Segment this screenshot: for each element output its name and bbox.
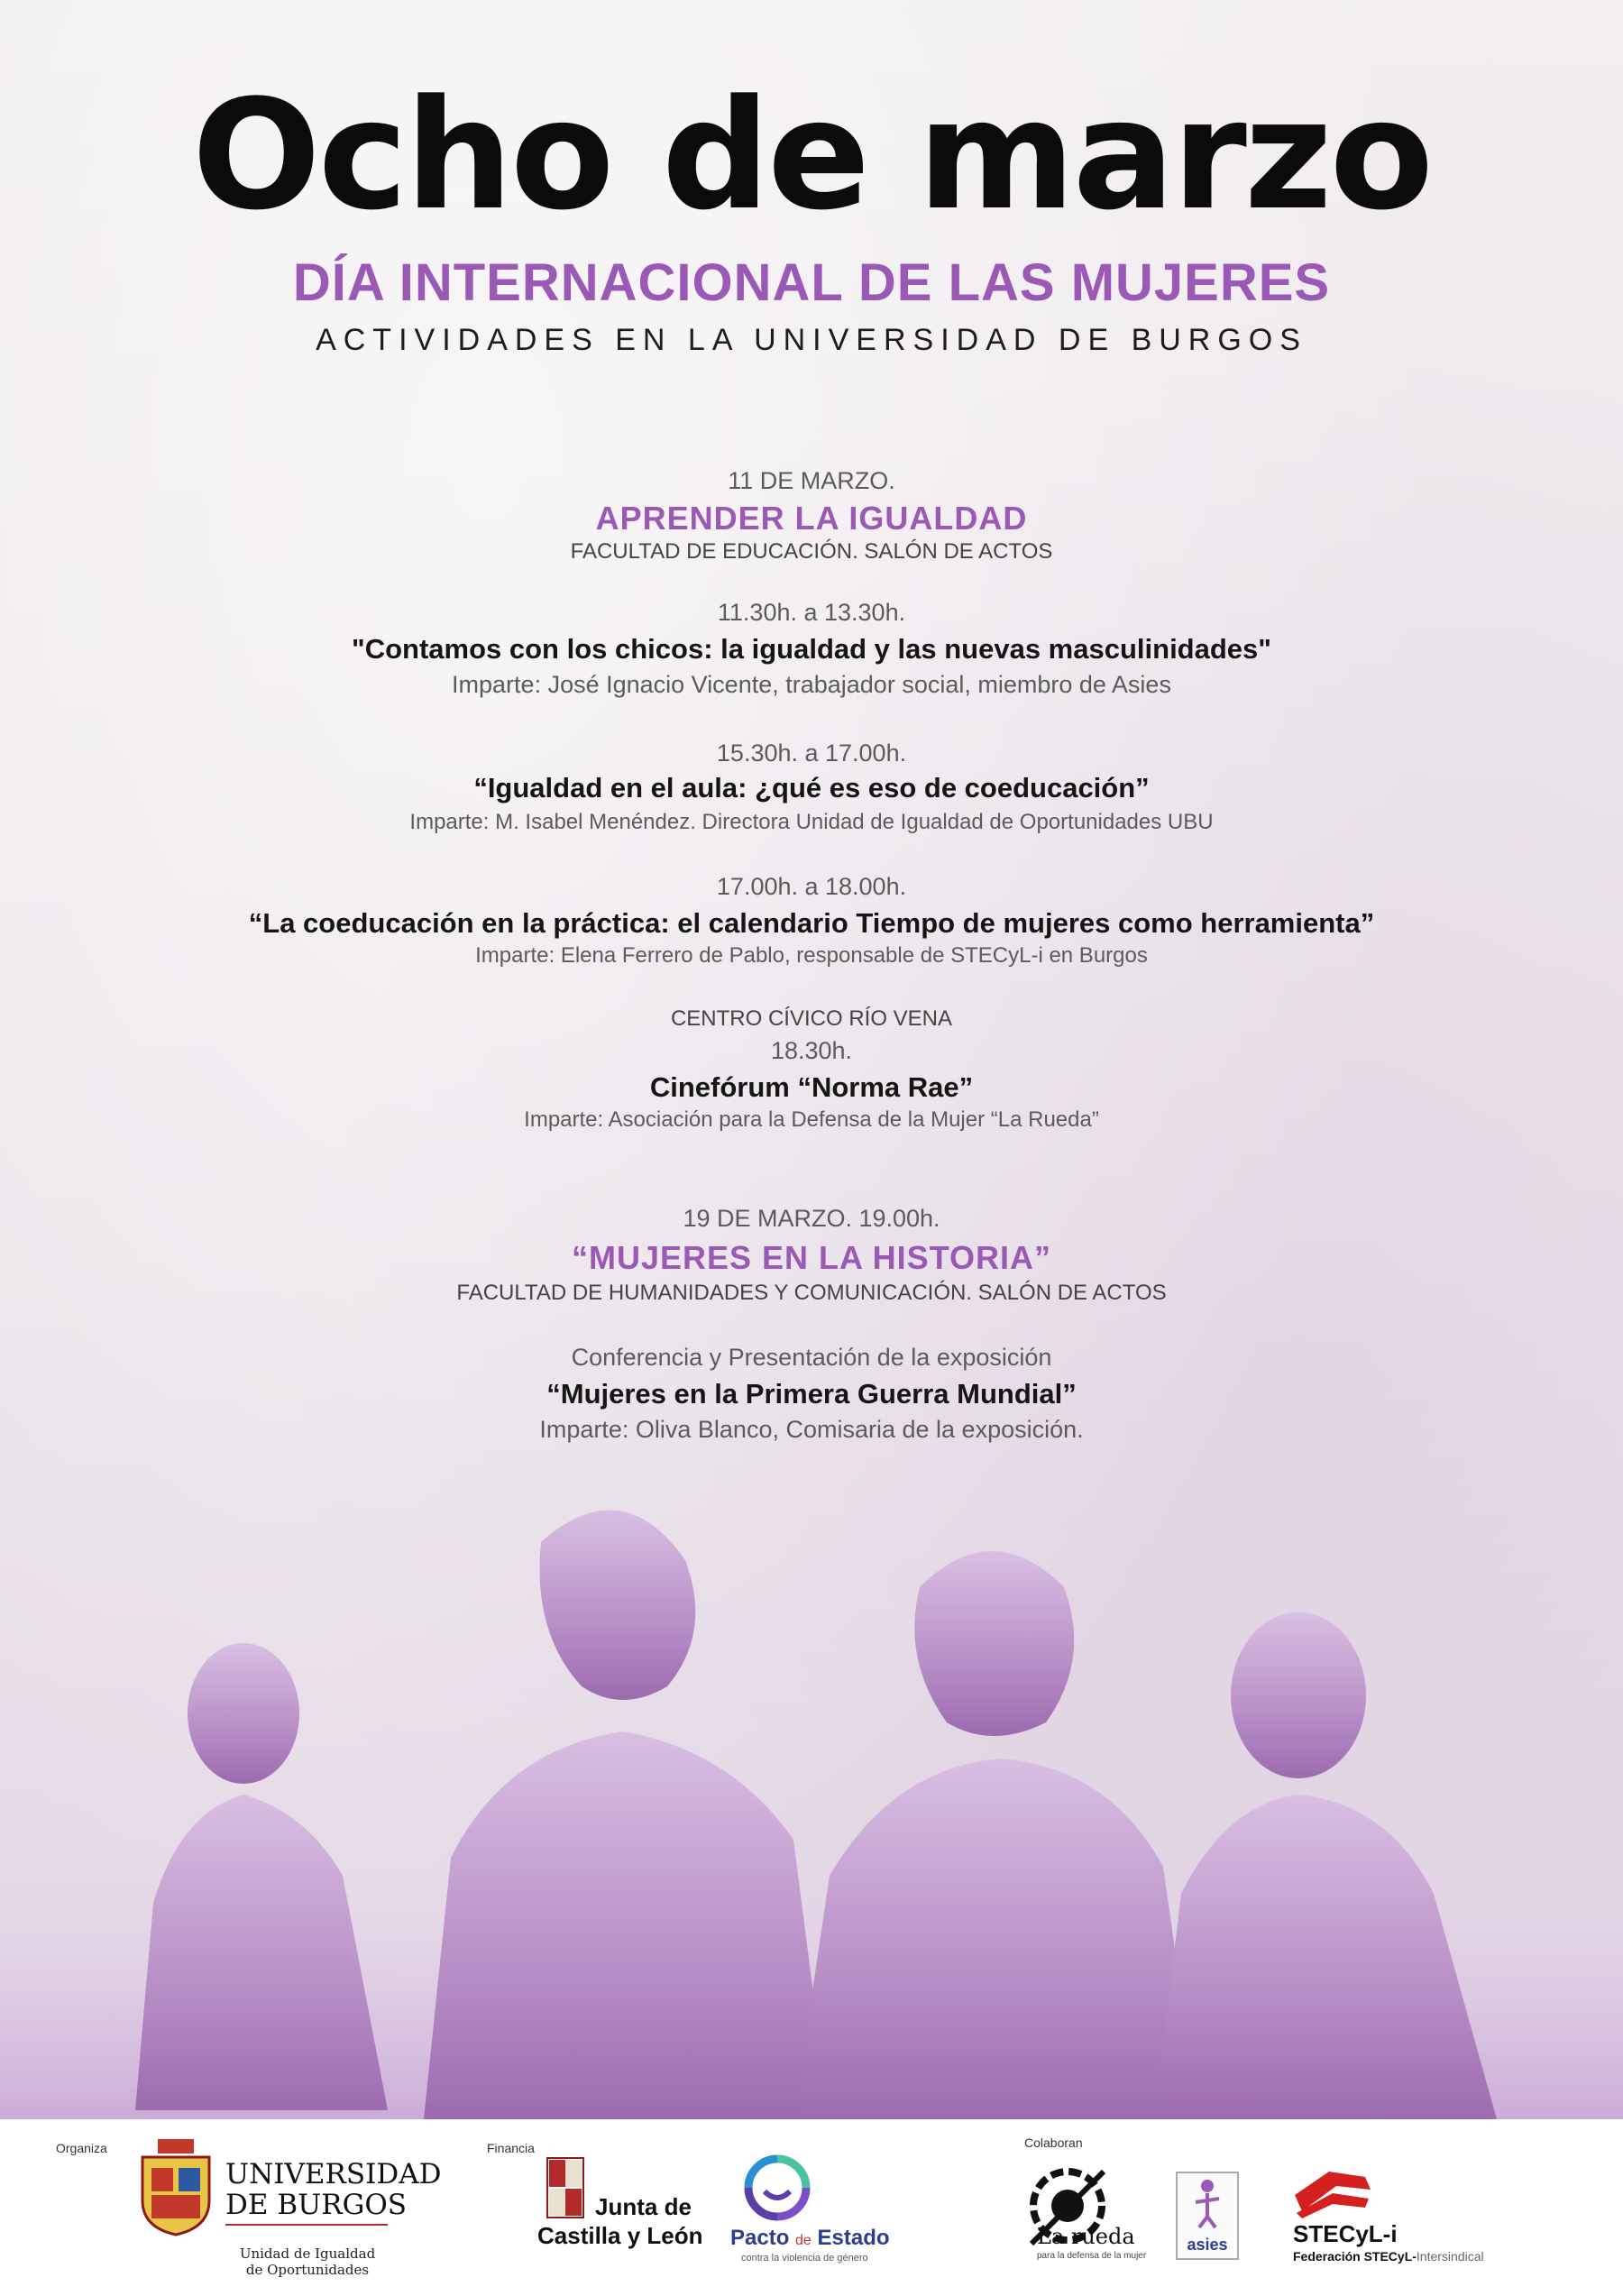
day1-heading: APRENDER LA IGUALDAD <box>595 500 1028 537</box>
stecyl-name: STECyL-i <box>1293 2220 1398 2247</box>
event1-speaker: Imparte: José Ignacio Vicente, trabajador social, miembro de Asies <box>452 671 1171 698</box>
rueda-sub: para la defensa de la mujer <box>1037 2251 1147 2261</box>
pacto-word3: Estado <box>817 2226 890 2250</box>
poster-tagline: ACTIVIDADES EN LA UNIVERSIDAD DE BURGOS <box>316 323 1307 357</box>
cine-time: 18.30h. <box>770 1037 853 1064</box>
day1-date: 11 DE MARZO. <box>728 467 895 494</box>
event3-title: “La coeducación en la práctica: el calendario Tiempo de mujeres como herramienta” <box>248 907 1375 939</box>
day2-title: “Mujeres en la Primera Guerra Mundial” <box>546 1378 1077 1410</box>
jcyl-line1: Junta de <box>595 2193 692 2220</box>
ubu-name1: UNIVERSIDAD <box>225 2158 442 2190</box>
ubu-crest-icon <box>135 2137 216 2236</box>
poster-subtitle: DÍA INTERNACIONAL DE LAS MUJERES <box>292 253 1331 312</box>
ubu-unit <box>231 2245 384 2278</box>
pacto-smile-icon <box>732 2152 822 2224</box>
pacto-logo-text <box>730 2226 890 2251</box>
ubu-name2: DE BURGOS <box>225 2189 408 2222</box>
financia-label: Financia <box>487 2141 535 2155</box>
cine-speaker: Imparte: Asociación para la Defensa de la Mujer “La Rueda” <box>524 1107 1099 1132</box>
day2-date: 19 DE MARZO. 19.00h. <box>683 1205 940 1232</box>
day2-intro: Conferencia y Presentación de la exposición <box>571 1344 1052 1371</box>
organiza-label: Organiza <box>56 2141 107 2155</box>
stecyl-sub <box>1293 2249 1484 2264</box>
stecyl-sub1: Federación STECyL- <box>1293 2249 1417 2264</box>
poster-title: Ocho de marzo <box>191 67 1432 243</box>
event3-speaker: Imparte: Elena Ferrero de Pablo, responsable de STECyL-i en Burgos <box>475 943 1148 968</box>
statue-center-left <box>424 1510 830 2119</box>
jcyl-shield-icon <box>546 2157 584 2220</box>
stecyl-sub2: Intersindical <box>1416 2249 1484 2264</box>
ubu-unit2: de Oportunidades <box>245 2262 370 2278</box>
pacto-word1: Pacto <box>730 2226 790 2250</box>
event1-title: "Contamos con los chicos: la igualdad y las nuevas masculinidades" <box>352 633 1271 665</box>
day2-heading: “MUJERES EN LA HISTORIA” <box>571 1239 1052 1276</box>
rueda-name: La rueda <box>1037 2224 1135 2249</box>
day2-venue: FACULTAD DE HUMANIDADES Y COMUNICACIÓN. SALÓN DE ACTOS <box>456 1281 1167 1305</box>
cine-venue: CENTRO CÍVICO RÍO VENA <box>670 1006 953 1031</box>
asies-logo <box>1176 2172 1239 2260</box>
event3-time: 17.00h. a 18.00h. <box>716 873 907 900</box>
event1-time: 11.30h. a 13.30h. <box>717 599 906 626</box>
ubu-unit1: Unidad de Igualdad <box>239 2245 376 2262</box>
statue-center-right <box>793 1551 1199 2119</box>
stecyl-flag-icon <box>1293 2168 1374 2218</box>
jcyl-line2: Castilla y León <box>537 2222 703 2249</box>
event2-time: 15.30h. a 17.00h. <box>716 739 907 767</box>
ubu-logo <box>225 2159 441 2229</box>
statues-illustration <box>0 1479 1623 2119</box>
day2-speaker: Imparte: Oliva Blanco, Comisaria de la exposición. <box>539 1416 1084 1443</box>
pacto-word2: de <box>795 2233 812 2248</box>
event2-speaker: Imparte: M. Isabel Menéndez. Directora Unidad de Igualdad de Oportunidades UBU <box>409 810 1214 834</box>
asies-figure-icon <box>1178 2173 1237 2231</box>
pacto-sub: contra la violencia de género <box>741 2253 868 2264</box>
event2-title: “Igualdad en el aula: ¿qué es eso de coeducación” <box>473 772 1150 804</box>
colaboran-label: Colaboran <box>1024 2135 1083 2150</box>
cine-title: Cinefórum “Norma Rae” <box>649 1071 974 1103</box>
asies-name: asies <box>1187 2236 1228 2254</box>
day1-venue: FACULTAD DE EDUCACIÓN. SALÓN DE ACTOS <box>570 539 1053 564</box>
sponsors-footer <box>0 2119 1623 2296</box>
